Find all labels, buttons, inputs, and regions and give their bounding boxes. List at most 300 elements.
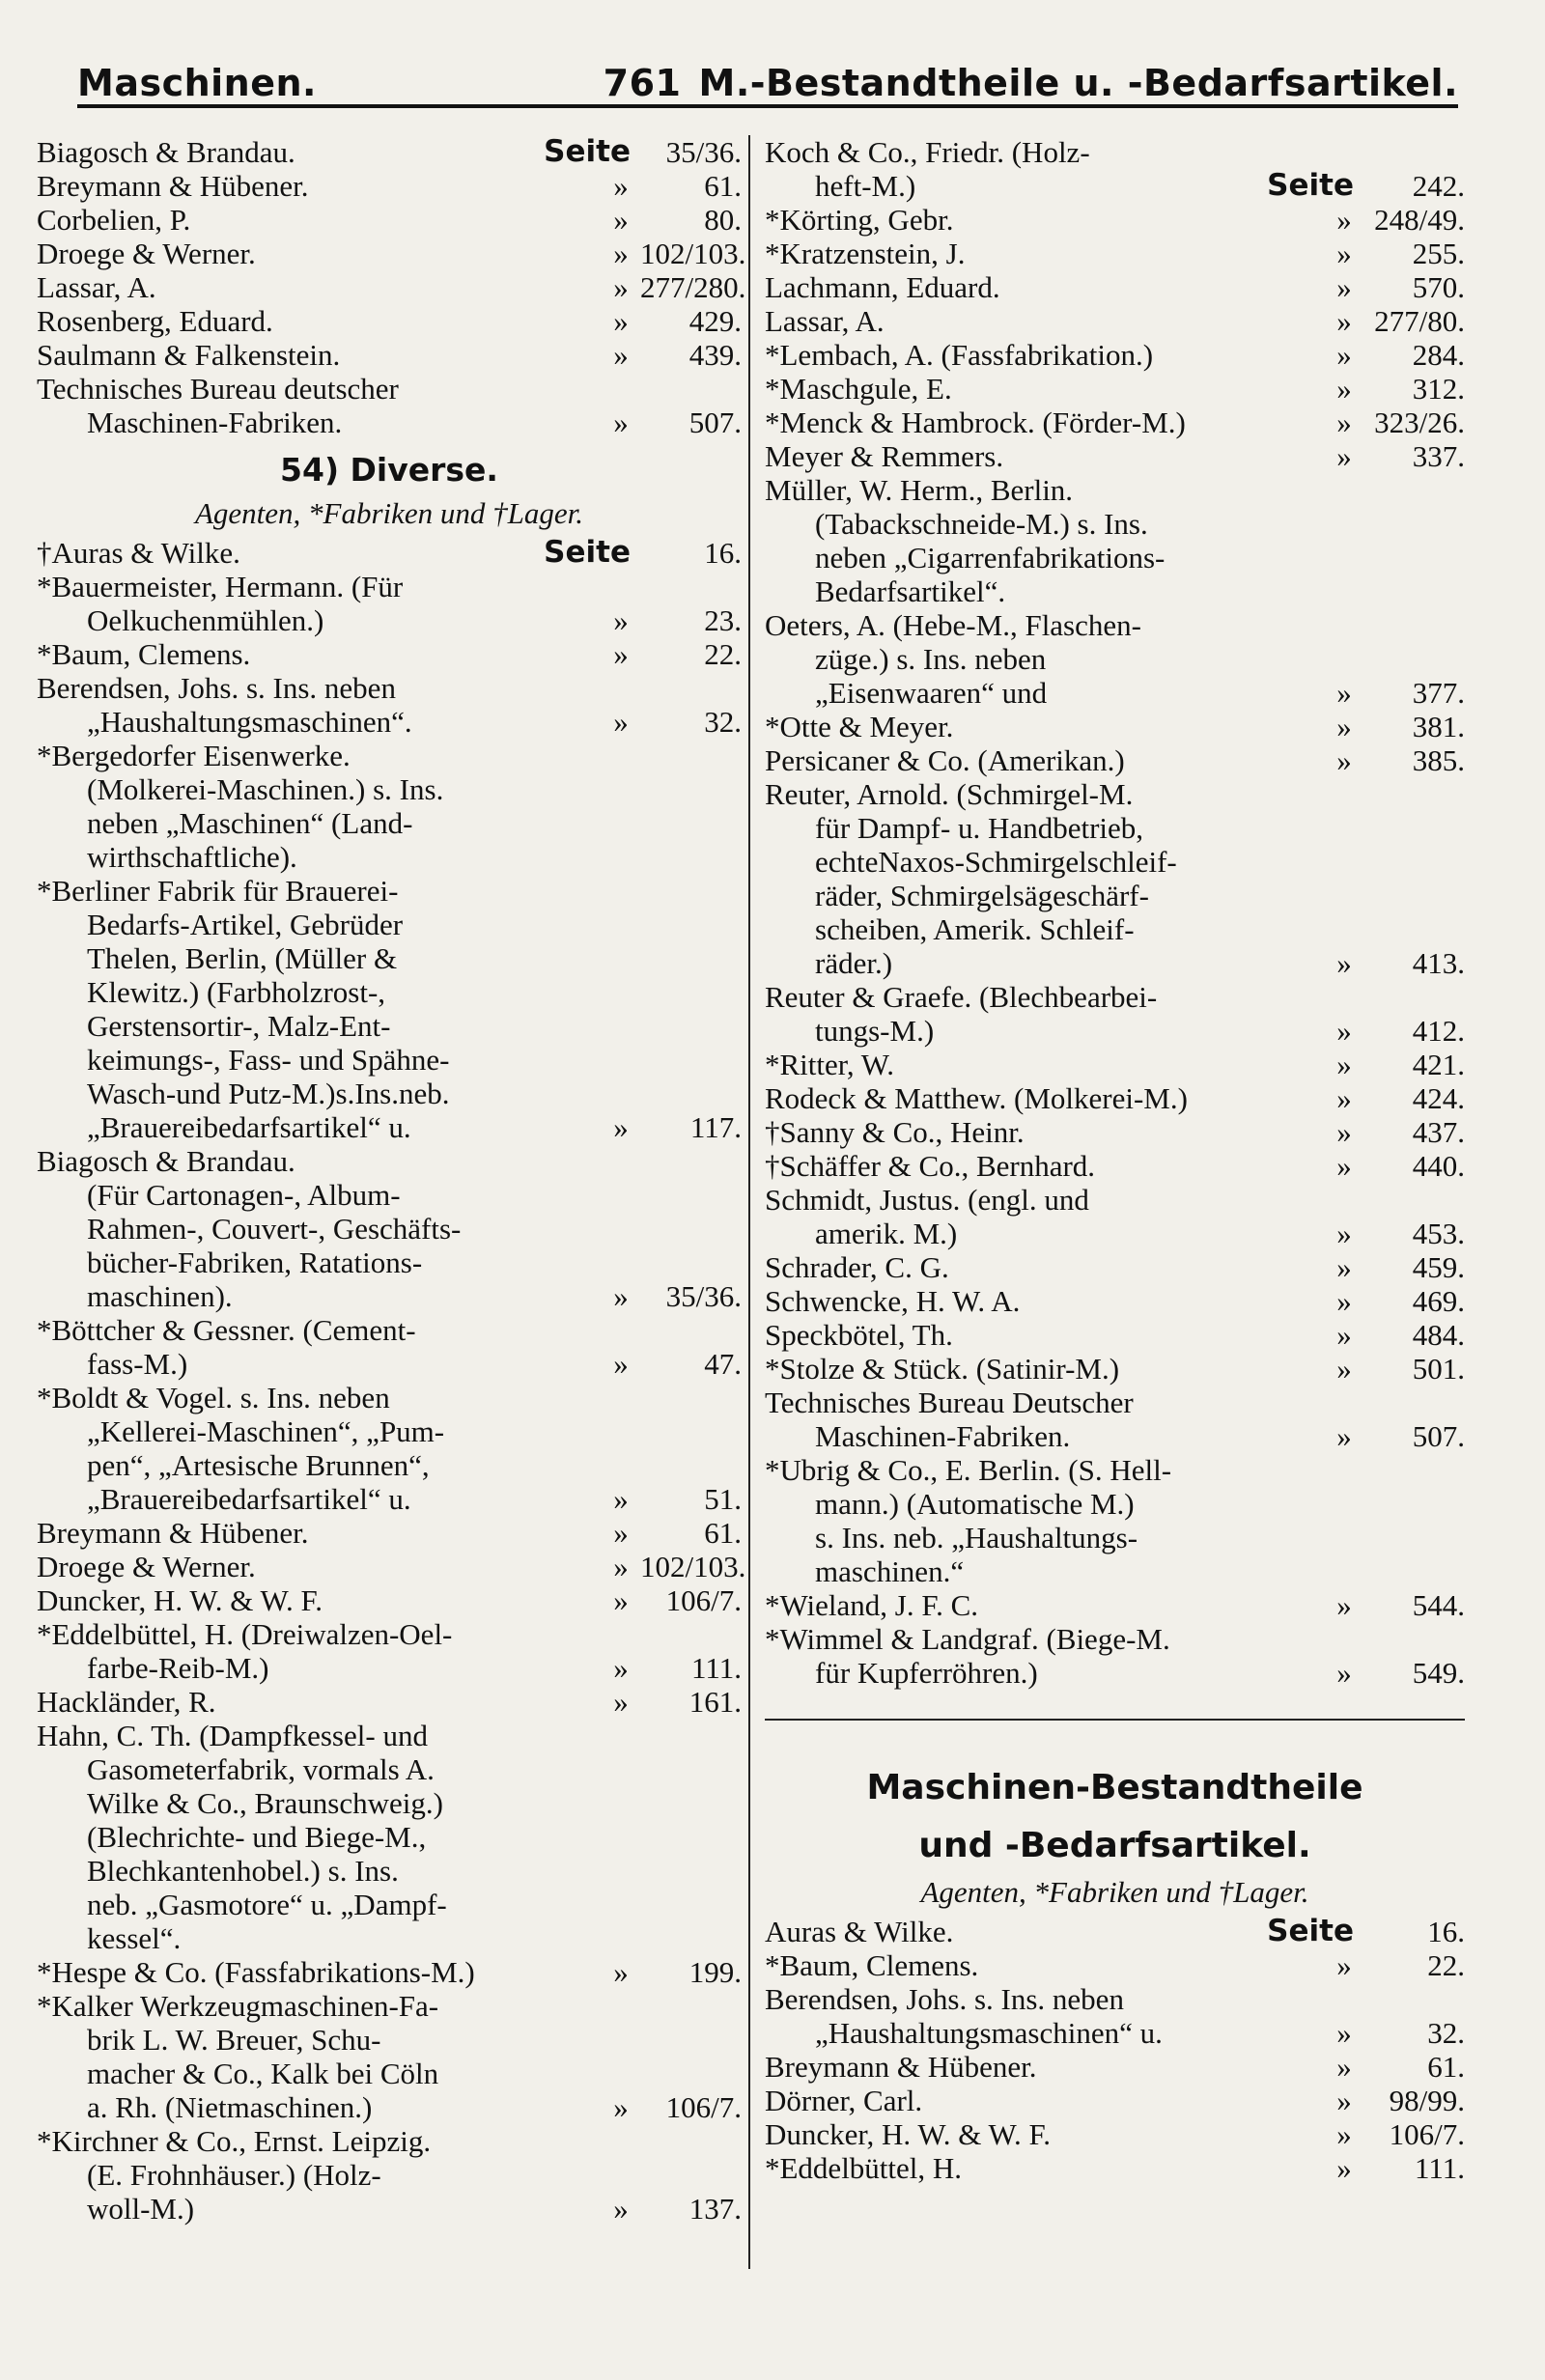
page-reference: 32. bbox=[1427, 2016, 1465, 2050]
entry-line bbox=[37, 603, 742, 637]
ditto-mark: » bbox=[613, 2192, 629, 2226]
page-reference: 284. bbox=[1412, 338, 1465, 372]
entry-line bbox=[765, 338, 1465, 372]
entry-line bbox=[37, 406, 742, 439]
entry-line bbox=[37, 1077, 742, 1110]
directory-entry bbox=[765, 406, 1465, 439]
entry-text: *Wieland, J. F. C. bbox=[765, 1588, 979, 1622]
directory-entry bbox=[765, 203, 1465, 237]
page-reference: 277/280. bbox=[640, 270, 746, 304]
entry-line bbox=[765, 2050, 1465, 2084]
entry-text: Saulmann & Falkenstein. bbox=[37, 338, 341, 372]
page-header bbox=[77, 37, 1458, 108]
ditto-mark: » bbox=[613, 304, 629, 338]
entry-text: Schwencke, H. W. A. bbox=[765, 1284, 1021, 1318]
page-reference: 22. bbox=[1427, 1948, 1465, 1982]
ditto-mark: » bbox=[1336, 2050, 1352, 2084]
ditto-mark: » bbox=[1336, 1284, 1352, 1318]
entry-text: *Wimmel & Landgraf. (Biege-M. bbox=[765, 1622, 1170, 1656]
directory-entry bbox=[37, 874, 742, 1144]
entry-line bbox=[37, 237, 746, 270]
directory-entry bbox=[765, 1250, 1465, 1284]
page-reference: 413. bbox=[1412, 946, 1465, 980]
ditto-mark: » bbox=[1336, 372, 1352, 406]
entry-line bbox=[37, 1617, 742, 1651]
directory-entry bbox=[37, 1381, 742, 1516]
entry-line bbox=[37, 2158, 742, 2192]
entry-line bbox=[765, 2016, 1465, 2050]
entry-text: *Kalker Werkzeugmaschinen-Fa- bbox=[37, 1989, 439, 2023]
entry-text: *Baum, Clemens. bbox=[37, 637, 251, 671]
entry-text: echteNaxos-Schmirgelschleif- bbox=[815, 845, 1177, 879]
entry-line bbox=[765, 1386, 1465, 1419]
directory-entry bbox=[765, 1915, 1465, 1948]
entry-line bbox=[37, 1820, 742, 1854]
ditto-mark: » bbox=[613, 1955, 629, 1989]
entry-text: *Baum, Clemens. bbox=[765, 1948, 979, 1982]
ditto-mark: » bbox=[613, 203, 629, 237]
directory-entry bbox=[765, 1352, 1465, 1386]
entry-text: farbe-Reib-M.) bbox=[87, 1651, 269, 1685]
directory-entry bbox=[37, 1955, 742, 1989]
entry-line bbox=[37, 1414, 742, 1448]
ditto-mark: » bbox=[1336, 1656, 1352, 1690]
entry-line bbox=[37, 1550, 746, 1583]
directory-entry bbox=[37, 372, 742, 439]
page-reference: 377. bbox=[1412, 676, 1465, 710]
entry-line bbox=[765, 811, 1465, 845]
directory-entry bbox=[765, 1982, 1465, 2050]
entry-text: amerik. M.) bbox=[815, 1217, 958, 1250]
page-reference: 111. bbox=[1415, 2151, 1465, 2185]
entry-text: *Eddelbüttel, H. bbox=[765, 2151, 963, 2185]
entry-line bbox=[765, 1014, 1465, 1048]
entry-text: maschinen.“ bbox=[815, 1554, 965, 1588]
page-reference: 16. bbox=[704, 536, 742, 570]
entry-line bbox=[37, 570, 742, 603]
entry-line bbox=[765, 237, 1465, 270]
directory-entry bbox=[37, 338, 742, 372]
ditto-mark: » bbox=[1336, 237, 1352, 270]
directory-entry bbox=[765, 2117, 1465, 2151]
ditto-mark: » bbox=[1336, 406, 1352, 439]
entry-line bbox=[37, 1685, 742, 1719]
entry-text: kessel“. bbox=[87, 1921, 182, 1955]
entry-text: Droege & Werner. bbox=[37, 237, 256, 270]
entry-text: *Boldt & Vogel. s. Ins. neben bbox=[37, 1381, 390, 1414]
entry-text: Breymann & Hübener. bbox=[37, 169, 309, 203]
entry-text: Hahn, C. Th. (Dampfkessel- und bbox=[37, 1719, 428, 1752]
entry-line bbox=[37, 1854, 742, 1888]
page-reference: 337. bbox=[1412, 439, 1465, 473]
ditto-mark: » bbox=[1336, 203, 1352, 237]
directory-entry bbox=[765, 608, 1465, 710]
entry-text: *Bauermeister, Hermann. (Für bbox=[37, 570, 404, 603]
entry-line bbox=[37, 874, 742, 908]
entry-line bbox=[37, 2023, 742, 2057]
entry-line bbox=[37, 1989, 742, 2023]
page-reference: 98/99. bbox=[1389, 2084, 1465, 2117]
ditto-mark: » bbox=[613, 1550, 629, 1583]
entry-line bbox=[765, 743, 1465, 777]
ditto-mark: » bbox=[613, 603, 629, 637]
entry-line bbox=[37, 536, 742, 570]
header-left-title: Maschinen. bbox=[77, 62, 317, 104]
ditto-mark: » bbox=[1336, 2117, 1352, 2151]
entry-line bbox=[765, 574, 1465, 608]
entry-line bbox=[37, 908, 742, 941]
entry-text: *Lembach, A. (Fassfabrikation.) bbox=[765, 338, 1154, 372]
entry-text: *Ritter, W. bbox=[765, 1048, 894, 1081]
entry-line bbox=[37, 705, 742, 739]
section-subheading: Agenten, *Fabriken und †Lager. bbox=[194, 496, 584, 530]
page-reference: 439. bbox=[688, 338, 742, 372]
directory-entry bbox=[37, 536, 742, 570]
entry-text: Gerstensortir-, Malz-Ent- bbox=[87, 1009, 391, 1043]
ditto-mark: » bbox=[1336, 1318, 1352, 1352]
ditto-mark: » bbox=[1336, 439, 1352, 473]
entry-line bbox=[37, 1347, 742, 1381]
directory-entry bbox=[765, 1149, 1465, 1183]
ditto-mark: » bbox=[613, 1583, 629, 1617]
directory-entry bbox=[765, 743, 1465, 777]
entry-line bbox=[765, 1915, 1465, 1948]
entry-text: für Dampf- u. Handbetrieb, bbox=[815, 811, 1144, 845]
page-reference: 484. bbox=[1412, 1318, 1465, 1352]
directory-entry bbox=[765, 1948, 1465, 1982]
entry-line bbox=[765, 1048, 1465, 1081]
entry-line bbox=[37, 1955, 742, 1989]
ditto-mark: » bbox=[1336, 1948, 1352, 1982]
directory-entry bbox=[765, 270, 1465, 304]
page-reference: 385. bbox=[1412, 743, 1465, 777]
entry-line bbox=[765, 2117, 1465, 2151]
page-reference: 23. bbox=[704, 603, 742, 637]
seite-label: Seite bbox=[1267, 1914, 1354, 1948]
entry-line bbox=[765, 1284, 1465, 1318]
directory-entry bbox=[765, 2151, 1465, 2185]
entry-line bbox=[765, 642, 1465, 676]
entry-text: scheiben, Amerik. Schleif- bbox=[815, 912, 1135, 946]
entry-text: Schrader, C. G. bbox=[765, 1250, 949, 1284]
directory-entry bbox=[765, 1115, 1465, 1149]
entry-text: Technisches Bureau Deutscher bbox=[765, 1386, 1134, 1419]
page-reference: 255. bbox=[1412, 237, 1465, 270]
entry-line bbox=[37, 1009, 742, 1043]
entry-line bbox=[765, 946, 1465, 980]
entry-text: Oelkuchenmühlen.) bbox=[87, 603, 324, 637]
directory-entry bbox=[37, 1719, 742, 1955]
entry-line bbox=[765, 406, 1465, 439]
entry-text: Rodeck & Matthew. (Molkerei-M.) bbox=[765, 1081, 1188, 1115]
directory-entry bbox=[37, 1144, 742, 1313]
entry-text: Schmidt, Justus. (engl. und bbox=[765, 1183, 1089, 1217]
entry-line bbox=[37, 1719, 742, 1752]
seite-label: Seite bbox=[1267, 168, 1354, 203]
entry-line bbox=[765, 1419, 1465, 1453]
entry-line bbox=[37, 1921, 742, 1955]
page-reference: 102/103. bbox=[640, 1550, 746, 1583]
ditto-mark: » bbox=[1336, 1250, 1352, 1284]
column-divider bbox=[748, 135, 750, 2269]
entry-line bbox=[37, 203, 742, 237]
entry-text: *Kirchner & Co., Ernst. Leipzig. bbox=[37, 2124, 432, 2158]
directory-entry bbox=[765, 710, 1465, 743]
entry-text: Blechkantenhobel.) s. Ins. bbox=[87, 1854, 399, 1888]
entry-text: (E. Frohnhäuser.) (Holz- bbox=[87, 2158, 381, 2192]
entry-text: Wasch-und Putz-M.)s.Ins.neb. bbox=[87, 1077, 450, 1110]
entry-line bbox=[37, 739, 742, 772]
entry-line bbox=[37, 1651, 742, 1685]
entry-line bbox=[37, 941, 742, 975]
entry-text: neb. „Gasmotore“ u. „Dampf- bbox=[87, 1888, 447, 1921]
entry-text: (Blechrichte- und Biege-M., bbox=[87, 1820, 427, 1854]
directory-entry bbox=[765, 1284, 1465, 1318]
entry-text: *Eddelbüttel, H. (Dreiwalzen-Oel- bbox=[37, 1617, 453, 1651]
page-reference: 459. bbox=[1412, 1250, 1465, 1284]
seite-label: Seite bbox=[544, 134, 631, 169]
entry-text: Klewitz.) (Farbholzrost-, bbox=[87, 975, 386, 1009]
entry-line bbox=[765, 1453, 1465, 1487]
entry-text: *Stolze & Stück. (Satinir-M.) bbox=[765, 1352, 1120, 1386]
entry-line bbox=[37, 1043, 742, 1077]
directory-entry bbox=[37, 739, 742, 874]
ditto-mark: » bbox=[1336, 1419, 1352, 1453]
entry-text: brik L. W. Breuer, Schu- bbox=[87, 2023, 381, 2057]
page-reference: 381. bbox=[1412, 710, 1465, 743]
entry-text: Breymann & Hübener. bbox=[37, 1516, 309, 1550]
directory-entry bbox=[765, 237, 1465, 270]
directory-entry bbox=[765, 439, 1465, 473]
page-reference: 544. bbox=[1412, 1588, 1465, 1622]
ditto-mark: » bbox=[1336, 1352, 1352, 1386]
entry-text: a. Rh. (Nietmaschinen.) bbox=[87, 2090, 373, 2124]
entry-line bbox=[765, 270, 1465, 304]
entry-line bbox=[37, 1888, 742, 1921]
header-right-title: M.-Bestandtheile u. -Bedarfsartikel. bbox=[698, 62, 1458, 104]
directory-entry bbox=[765, 2050, 1465, 2084]
entry-text: Berendsen, Johs. s. Ins. neben bbox=[37, 671, 396, 705]
entry-line bbox=[37, 270, 746, 304]
entry-text: Duncker, H. W. & W. F. bbox=[37, 1583, 323, 1617]
entry-text: Oeters, A. (Hebe-M., Flaschen- bbox=[765, 608, 1141, 642]
page-reference: 51. bbox=[704, 1482, 742, 1516]
entry-text: Technisches Bureau deutscher bbox=[37, 372, 399, 406]
directory-entry bbox=[765, 1622, 1465, 1690]
entry-line bbox=[37, 671, 742, 705]
entry-text: macher & Co., Kalk bei Cöln bbox=[87, 2057, 439, 2090]
entry-text: „Brauereibedarfsartikel“ u. bbox=[87, 1110, 411, 1144]
page-reference: 22. bbox=[704, 637, 742, 671]
directory-entry bbox=[37, 135, 742, 169]
entry-text: Maschinen-Fabriken. bbox=[87, 406, 343, 439]
entry-line bbox=[37, 840, 742, 874]
directory-entry bbox=[37, 1685, 742, 1719]
directory-entry bbox=[765, 1318, 1465, 1352]
entry-text: mann.) (Automatische M.) bbox=[815, 1487, 1135, 1521]
section-title-block bbox=[765, 1759, 1465, 1875]
ditto-mark: » bbox=[1336, 270, 1352, 304]
entry-line bbox=[37, 2192, 742, 2226]
entry-line bbox=[37, 2057, 742, 2090]
entry-text: neben „Cigarrenfabrikations- bbox=[815, 541, 1166, 574]
page-reference: 117. bbox=[689, 1110, 742, 1144]
entry-line bbox=[765, 1217, 1465, 1250]
entry-text: *Berliner Fabrik für Brauerei- bbox=[37, 874, 399, 908]
entry-text: Lassar, A. bbox=[765, 304, 885, 338]
directory-entry bbox=[765, 1048, 1465, 1081]
entry-line bbox=[765, 169, 1465, 203]
entry-line bbox=[765, 1656, 1465, 1690]
directory-entry bbox=[765, 372, 1465, 406]
entry-text: Rahmen-, Couvert-, Geschäfts- bbox=[87, 1212, 462, 1246]
directory-entry bbox=[37, 1989, 742, 2124]
entry-line bbox=[37, 1246, 742, 1279]
entry-text: bücher-Fabriken, Ratations- bbox=[87, 1246, 423, 1279]
entry-text: Meyer & Remmers. bbox=[765, 439, 1004, 473]
page-reference: 80. bbox=[704, 203, 742, 237]
entry-line bbox=[765, 1588, 1465, 1622]
entry-text: *Otte & Meyer. bbox=[765, 710, 954, 743]
section-rule bbox=[765, 1719, 1465, 1721]
entry-line bbox=[765, 2151, 1465, 2185]
ditto-mark: » bbox=[1336, 743, 1352, 777]
page-reference: 312. bbox=[1412, 372, 1465, 406]
right-column bbox=[765, 135, 1465, 2185]
entry-text: Gasometerfabrik, vormals A. bbox=[87, 1752, 435, 1786]
left-column bbox=[37, 134, 746, 2226]
ditto-mark: » bbox=[613, 237, 629, 270]
entry-line bbox=[37, 304, 742, 338]
ditto-mark: » bbox=[613, 1110, 629, 1144]
entry-text: heft-M.) bbox=[815, 169, 916, 203]
entry-text: neben „Maschinen“ (Land- bbox=[87, 806, 413, 840]
ditto-mark: » bbox=[613, 1482, 629, 1516]
entry-text: Breymann & Hübener. bbox=[765, 2050, 1037, 2084]
entry-line bbox=[765, 845, 1465, 879]
entry-text: „Brauereibedarfsartikel“ u. bbox=[87, 1482, 411, 1516]
entry-line bbox=[765, 1149, 1465, 1183]
page-reference: 469. bbox=[1412, 1284, 1465, 1318]
entry-line bbox=[37, 2090, 742, 2124]
ditto-mark: » bbox=[1336, 2084, 1352, 2117]
entry-text: Koch & Co., Friedr. (Holz- bbox=[765, 135, 1090, 169]
ditto-mark: » bbox=[1336, 1048, 1352, 1081]
page-reference: 35/36. bbox=[665, 1279, 742, 1313]
ditto-mark: » bbox=[613, 1347, 629, 1381]
entry-line bbox=[37, 1110, 742, 1144]
ditto-mark: » bbox=[613, 270, 629, 304]
directory-entry bbox=[765, 1386, 1465, 1453]
entry-line bbox=[37, 1313, 742, 1347]
entry-text: tungs-M.) bbox=[815, 1014, 935, 1048]
entry-text: Lachmann, Eduard. bbox=[765, 270, 1000, 304]
directory-entry bbox=[765, 135, 1465, 203]
page-reference: 323/26. bbox=[1374, 406, 1465, 439]
directory-entry bbox=[37, 237, 746, 270]
section-heading: 54) Diverse. bbox=[280, 451, 498, 489]
directory-entry bbox=[765, 980, 1465, 1048]
ditto-mark: » bbox=[613, 1279, 629, 1313]
page-reference: 248/49. bbox=[1374, 203, 1465, 237]
entry-text: Thelen, Berlin, (Müller & bbox=[87, 941, 398, 975]
ditto-mark: » bbox=[1336, 1014, 1352, 1048]
ditto-mark: » bbox=[613, 2090, 629, 2124]
page-reference: 421. bbox=[1412, 1048, 1465, 1081]
directory-entry bbox=[765, 473, 1465, 608]
page-reference: 47. bbox=[704, 1347, 742, 1381]
page-reference: 106/7. bbox=[1389, 2117, 1465, 2151]
entry-text: *Böttcher & Gessner. (Cement- bbox=[37, 1313, 416, 1347]
ditto-mark: » bbox=[1336, 1081, 1352, 1115]
page-reference: 501. bbox=[1412, 1352, 1465, 1386]
directory-entry bbox=[37, 1313, 742, 1381]
entry-text: Berendsen, Johs. s. Ins. neben bbox=[765, 1982, 1124, 2016]
entry-text: †Auras & Wilke. bbox=[37, 536, 240, 570]
page-reference: 429. bbox=[688, 304, 742, 338]
entry-text: †Schäffer & Co., Bernhard. bbox=[765, 1149, 1096, 1183]
directory-entry bbox=[37, 203, 742, 237]
page-reference: 570. bbox=[1412, 270, 1465, 304]
entry-text: Hackländer, R. bbox=[37, 1685, 216, 1719]
directory-entry bbox=[37, 1550, 746, 1583]
entry-text: züge.) s. Ins. neben bbox=[815, 642, 1047, 676]
ditto-mark: » bbox=[1336, 1149, 1352, 1183]
ditto-mark: » bbox=[613, 637, 629, 671]
page-reference: 199. bbox=[688, 1955, 742, 1989]
ditto-mark: » bbox=[1336, 1588, 1352, 1622]
entry-line bbox=[37, 1144, 742, 1178]
entry-line bbox=[37, 1786, 742, 1820]
entry-text: *Maschgule, E. bbox=[765, 372, 952, 406]
entry-line bbox=[765, 879, 1465, 912]
ditto-mark: » bbox=[1336, 2016, 1352, 2050]
entry-line bbox=[37, 637, 742, 671]
directory-entry bbox=[765, 304, 1465, 338]
entry-line bbox=[765, 1554, 1465, 1588]
ditto-mark: » bbox=[613, 1516, 629, 1550]
ditto-mark: » bbox=[1336, 2151, 1352, 2185]
entry-line bbox=[765, 1352, 1465, 1386]
page-reference: 111. bbox=[691, 1651, 742, 1685]
entry-line bbox=[37, 975, 742, 1009]
directory-entry bbox=[765, 1183, 1465, 1250]
page-reference: 437. bbox=[1412, 1115, 1465, 1149]
entry-line bbox=[37, 1279, 742, 1313]
directory-entry bbox=[765, 1453, 1465, 1588]
page-reference: 61. bbox=[704, 1516, 742, 1550]
ditto-mark: » bbox=[613, 338, 629, 372]
directory-entry bbox=[37, 1617, 742, 1685]
entry-line bbox=[765, 1622, 1465, 1656]
entry-text: maschinen). bbox=[87, 1279, 233, 1313]
page-reference: 61. bbox=[704, 169, 742, 203]
entry-text: Reuter & Graefe. (Blechbearbei- bbox=[765, 980, 1158, 1014]
entry-line bbox=[765, 608, 1465, 642]
entry-line bbox=[765, 912, 1465, 946]
entry-text: Maschinen-Fabriken. bbox=[815, 1419, 1071, 1453]
entry-line bbox=[37, 135, 742, 169]
ditto-mark: » bbox=[1336, 946, 1352, 980]
entry-line bbox=[765, 2084, 1465, 2117]
entry-line bbox=[37, 1381, 742, 1414]
ditto-mark: » bbox=[1336, 710, 1352, 743]
entry-line bbox=[765, 1250, 1465, 1284]
entry-text: Droege & Werner. bbox=[37, 1550, 256, 1583]
entry-line bbox=[765, 1183, 1465, 1217]
directory-entry bbox=[37, 1516, 742, 1550]
entry-text: *Körting, Gebr. bbox=[765, 203, 954, 237]
